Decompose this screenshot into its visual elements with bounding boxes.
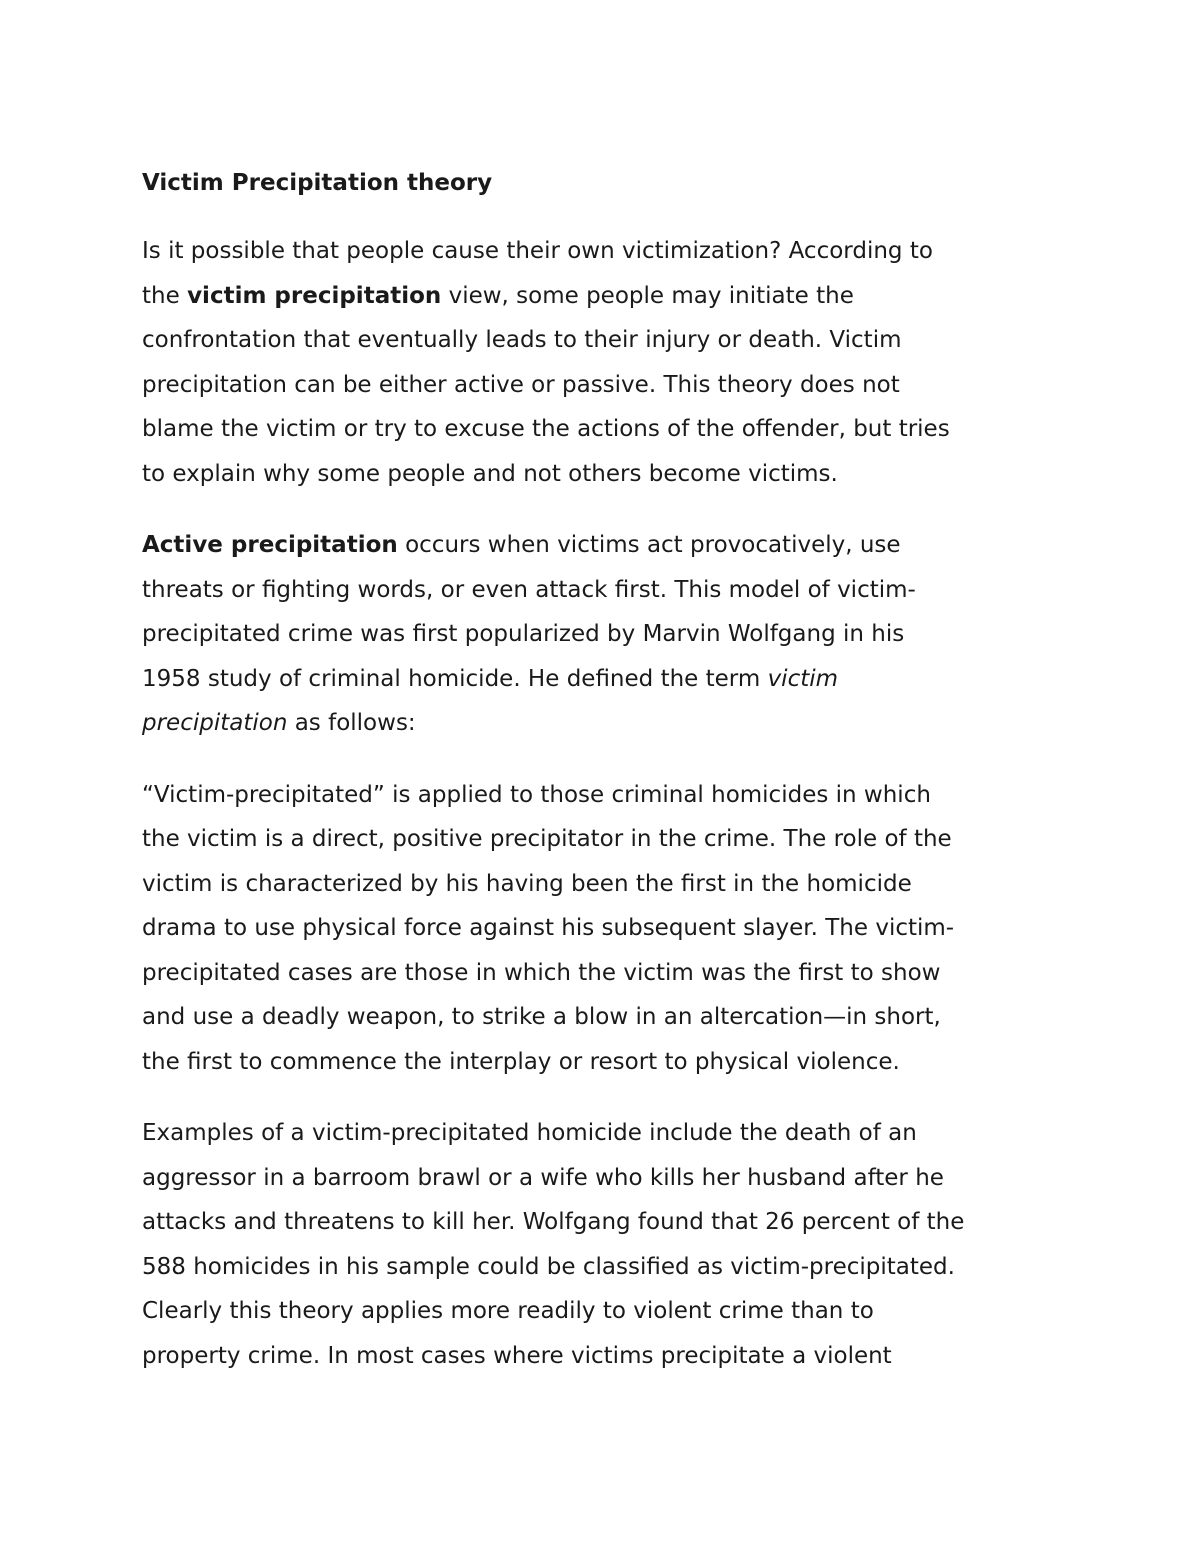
text-line: victim is characterized by his having been the first in the homicide	[142, 870, 912, 897]
text-line: drama to use physical force against his subsequent slayer. The victim-	[142, 915, 955, 941]
text-line: precipitated crime was first popularized by Marvin Wolfgang in his	[142, 621, 905, 647]
text-line: blame the victim or try to excuse the actions of the offender, but tries	[142, 416, 950, 442]
text-line	[142, 523, 1062, 568]
bold-term: victim precipitation	[187, 282, 442, 309]
text-line: Is it possible that people cause their own victimization? According to	[142, 238, 933, 264]
text-line: Examples of a victim-precipitated homicide include the death of an	[142, 1120, 917, 1146]
paragraph-quote	[142, 773, 1062, 1085]
text-line: threats or fighting words, or even attack first. This model of victim-	[142, 576, 916, 603]
text-line: precipitated cases are those in which the victim was the first to show	[142, 959, 941, 986]
document-body	[142, 165, 1062, 1405]
text-line: confrontation that eventually leads to their injury or death. Victim	[142, 327, 902, 353]
text-line: aggressor in a barroom brawl or a wife who kills her husband after he	[142, 1164, 944, 1191]
italic-term: victim	[767, 665, 839, 692]
text-line	[142, 274, 1062, 319]
text-line: the victim is a direct, positive precipitator in the crime. The role of the	[142, 826, 952, 852]
text-line: to explain why some people and not others become victims.	[142, 460, 838, 487]
bold-term: Active precipitation	[142, 532, 398, 558]
text-line: “Victim-precipitated” is applied to those criminal homicides in which	[142, 781, 931, 808]
text-line	[142, 701, 1062, 746]
text-line: 588 homicides in his sample could be classified as victim-precipitated.	[142, 1253, 955, 1280]
italic-term: precipitation	[142, 710, 288, 736]
text-line: attacks and threatens to kill her. Wolfgang found that 26 percent of the	[142, 1209, 965, 1235]
text-run: view, some people may initiate the	[441, 282, 854, 309]
paragraph-active-precipitation	[142, 523, 1062, 746]
text-line: property crime. In most cases where victims precipitate a violent	[142, 1342, 892, 1369]
text-run: as follows:	[287, 710, 416, 736]
text-line	[142, 657, 1062, 702]
paragraph-intro	[142, 229, 1062, 496]
text-run: occurs when victims act provocatively, use	[397, 532, 901, 558]
text-line: the first to commence the interplay or resort to physical violence.	[142, 1048, 900, 1075]
text-run: the	[142, 282, 188, 309]
text-line: and use a deadly weapon, to strike a blow in an altercation—in short,	[142, 1004, 941, 1030]
text-run: 1958 study of criminal homicide. He defined the term	[142, 665, 768, 692]
text-line: Clearly this theory applies more readily to violent crime than to	[142, 1298, 874, 1324]
paragraph-examples	[142, 1111, 1062, 1378]
text-line: precipitation can be either active or passive. This theory does not	[142, 371, 900, 398]
document-title: Victim Precipitation theory	[142, 170, 493, 196]
